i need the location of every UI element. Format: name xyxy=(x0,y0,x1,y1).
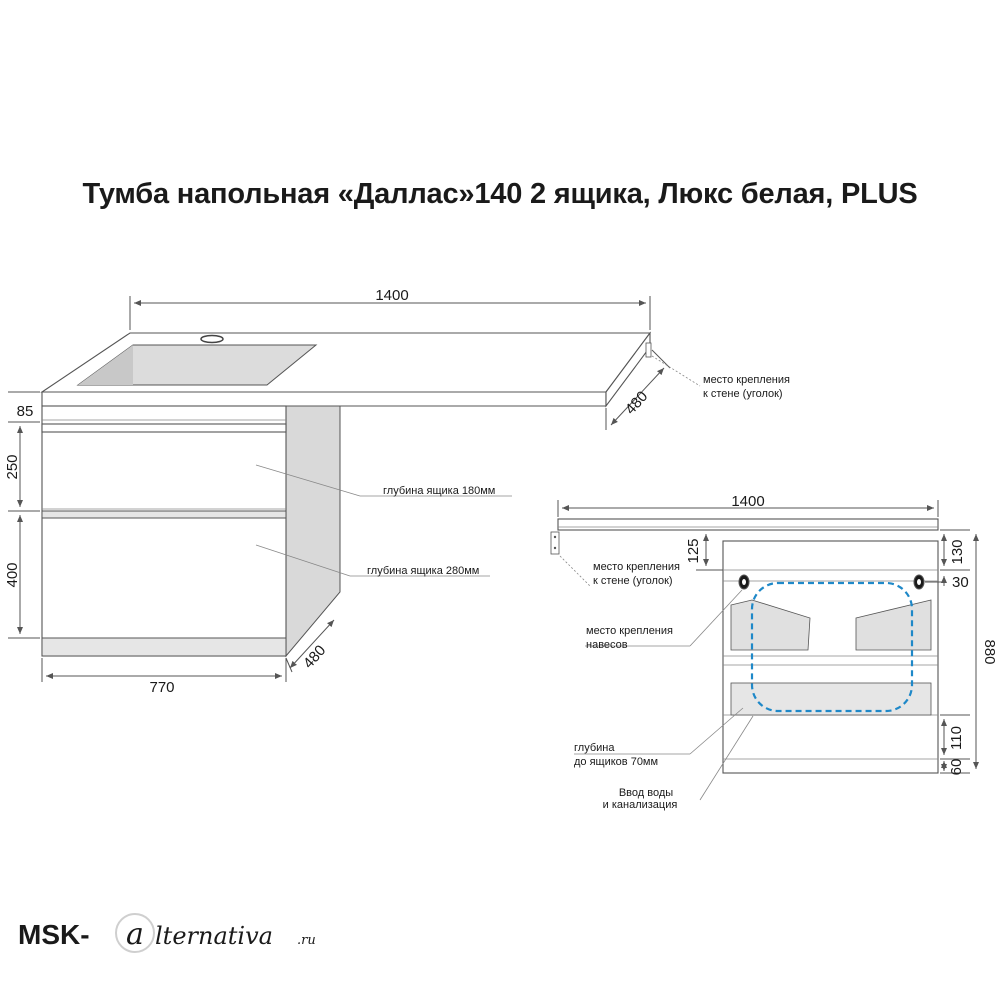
dim-130: 130 xyxy=(949,539,966,565)
note-wall-iso-2: к стене (уголок) xyxy=(703,388,783,400)
wall-bracket-iso xyxy=(646,343,651,357)
brand-logo xyxy=(18,914,316,952)
note-depth-2: до ящиков 70мм xyxy=(574,756,659,768)
dim-30: 30 xyxy=(952,574,969,591)
dim-width-iso: 1400 xyxy=(375,287,409,304)
note-hinges-1: место крепления xyxy=(586,625,673,637)
dim-depth-top: 480 xyxy=(621,388,652,418)
dim-top-height: 85 xyxy=(16,403,34,420)
logo-text-left: MSK- xyxy=(18,919,90,950)
drawer-1-top xyxy=(42,424,286,432)
note-hinges-2: навесов xyxy=(586,639,628,651)
dim-60: 60 xyxy=(948,758,965,776)
cabinet-front xyxy=(42,406,286,656)
note-water-1: Ввод воды xyxy=(618,787,674,799)
note-water-2: и канализация xyxy=(602,799,678,811)
note-wall-iso-1: место крепления xyxy=(703,374,790,386)
dim-width-rear: 1400 xyxy=(731,493,765,510)
dim-drawer-2-height: 400 xyxy=(4,562,21,588)
plinth xyxy=(42,638,286,656)
note-wall-rear-1: место крепления xyxy=(593,561,680,573)
dim-880: 880 xyxy=(981,639,998,665)
note-drawer-1-depth: глубина ящика 180мм xyxy=(383,485,496,497)
rear-view xyxy=(551,493,998,811)
rear-cabinet xyxy=(723,541,938,773)
rear-top-slab xyxy=(558,519,938,530)
wall-bracket-rear xyxy=(551,532,559,554)
note-drawer-2-depth: глубина ящика 280мм xyxy=(367,565,480,577)
logo-text-right: lternativa xyxy=(155,922,273,950)
cabinet-side-panel xyxy=(286,406,340,656)
diagram-title: Тумба напольная «Даллас»140 2 ящика, Люкс белая, PLUS xyxy=(82,178,918,210)
note-wall-rear-2: к стене (уголок) xyxy=(593,575,673,587)
dim-125: 125 xyxy=(685,538,702,564)
countertop-front xyxy=(42,392,606,406)
logo-text-a: a xyxy=(126,917,144,952)
note-depth-1: глубина xyxy=(574,742,615,754)
dim-depth-bottom: 480 xyxy=(299,642,330,672)
logo-text-ru: .ru xyxy=(297,933,316,948)
dim-drawer-1-height: 250 xyxy=(4,454,21,480)
drawer-2-top xyxy=(42,511,286,518)
tap-hole xyxy=(201,336,223,343)
dim-base-width: 770 xyxy=(149,679,175,696)
dim-110: 110 xyxy=(948,726,965,750)
